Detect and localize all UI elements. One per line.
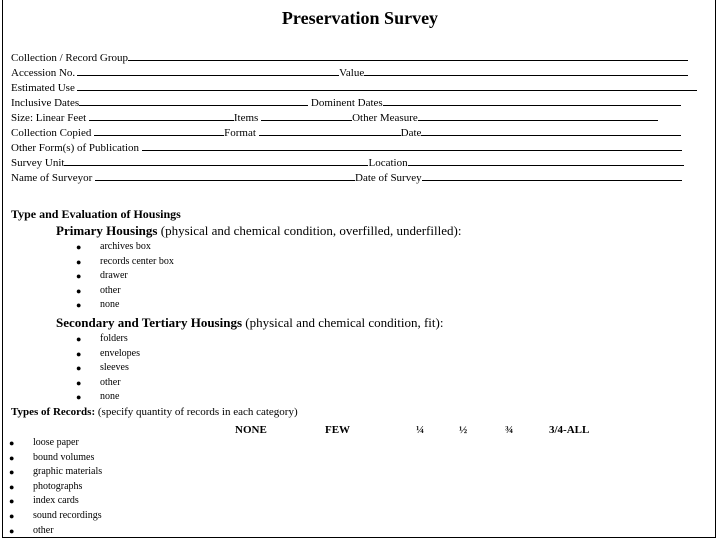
surveyor-label: Name of Surveyor [11,172,93,184]
estimated-use-blank[interactable] [77,80,697,91]
format-blank[interactable] [259,125,401,136]
secondary-housings-label: Secondary and Tertiary Housings [56,315,243,330]
primary-housings-heading [56,223,461,239]
list-item[interactable]: ● none [100,390,140,405]
records-heading-note: (specify quantity of records in each category) [97,406,298,418]
bullet-icon: ● [76,256,82,267]
field-inclusive-dates[interactable] [11,95,681,110]
secondary-housings-note: (physical and chemical condition, fit): [245,315,444,330]
other-forms-blank[interactable] [142,140,682,151]
list-item[interactable]: ● sound recordings [33,509,102,524]
qty-header-three-quarters: ¾ [505,424,514,436]
bullet-icon: ● [9,525,15,536]
qty-header-three-quarters-all: 3/4-ALL [549,424,590,436]
bullet-icon: ● [76,377,82,388]
primary-housings-label: Primary Housings [56,223,158,238]
field-surveyor[interactable] [11,170,682,185]
records-list [9,436,103,538]
other-measure-label: Other Measure [352,112,418,124]
inclusive-dates-blank[interactable] [79,95,308,106]
inclusive-dates-label: Inclusive Dates [11,97,80,109]
surveyor-blank[interactable] [95,170,355,181]
list-item[interactable]: ● drawer [100,269,174,284]
collection-copied-blank[interactable] [94,125,224,136]
bullet-icon: ● [76,271,82,282]
list-item[interactable]: ● photographs [33,480,102,495]
items-blank[interactable] [261,110,352,121]
field-size[interactable] [11,110,658,125]
bullet-icon: ● [76,334,82,344]
field-collection-copied[interactable] [11,125,681,140]
date-of-survey-blank[interactable] [422,170,682,181]
qty-header-quarter: ¼ [416,424,425,436]
list-item[interactable]: ● other [100,284,174,299]
bullet-icon: ● [9,452,15,463]
housings-heading: Type and Evaluation of Housings [11,207,181,221]
list-item[interactable]: ● other [100,376,140,391]
estimated-use-label: Estimated Use [11,82,75,94]
list-item[interactable]: ● envelopes [100,347,140,362]
location-label: Location [368,157,408,169]
linear-feet-blank[interactable] [89,110,234,121]
list-item[interactable]: ● other [33,524,102,539]
qty-header-few: FEW [325,424,351,436]
bullet-icon: ● [76,392,82,403]
list-item[interactable]: ● sleeves [100,361,140,376]
list-item[interactable]: ● none [100,298,174,313]
bullet-icon: ● [9,467,15,478]
primary-housings-list [76,240,174,313]
accession-no-blank[interactable] [77,65,339,76]
dominant-dates-label: Dominent Dates [310,97,383,109]
collection-group-blank[interactable] [128,50,688,61]
list-item[interactable]: ● records center box [100,255,174,270]
field-other-forms[interactable] [11,140,682,155]
field-survey-unit[interactable] [11,155,684,170]
bullet-icon: ● [76,285,82,296]
list-item[interactable]: ● loose paper [33,436,102,451]
accession-no-label: Accession No. [11,67,76,79]
collection-group-label: Collection / Record Group [11,52,129,64]
primary-housings-note: (physical and chemical condition, overfilled, underfilled): [160,223,462,238]
value-label: Value [339,67,365,79]
bullet-icon: ● [9,496,15,507]
list-item[interactable]: ● index cards [33,494,102,509]
dominant-dates-blank[interactable] [383,95,681,106]
other-measure-blank[interactable] [418,110,658,121]
secondary-housings-heading [56,315,443,331]
items-label: Items [233,112,259,124]
field-accession[interactable] [11,65,688,80]
bullet-icon: ● [76,242,82,252]
page-title: Preservation Survey [281,8,439,28]
field-collection-group[interactable] [11,50,688,65]
records-heading [11,406,298,418]
location-blank[interactable] [408,155,684,166]
list-item[interactable]: ● archives box [100,240,174,255]
list-item[interactable]: ● folders [100,332,140,347]
qty-header-half: ½ [459,424,468,436]
date-label: Date [400,127,422,139]
other-forms-label: Other Form(s) of Publication [11,142,140,154]
date-of-survey-label: Date of Survey [355,172,422,184]
records-heading-label: Types of Records: [11,406,96,418]
size-label: Size: Linear Feet [11,112,87,124]
bullet-icon: ● [9,438,15,448]
bullet-icon: ● [9,510,15,521]
collection-copied-label: Collection Copied [11,127,92,139]
bullet-icon: ● [76,300,82,311]
list-item[interactable]: ● graphic materials [33,465,102,480]
list-item[interactable]: ● bound volumes [33,451,102,466]
value-blank[interactable] [364,65,688,76]
bullet-icon: ● [76,348,82,359]
qty-header-none: NONE [235,424,267,436]
bullet-icon: ● [76,363,82,374]
date-blank[interactable] [421,125,681,136]
secondary-housings-list [76,332,140,405]
bullet-icon: ● [9,481,15,492]
survey-unit-blank[interactable] [64,155,368,166]
survey-unit-label: Survey Unit [11,157,65,169]
format-label: Format [224,127,256,139]
field-estimated-use[interactable] [11,80,697,95]
